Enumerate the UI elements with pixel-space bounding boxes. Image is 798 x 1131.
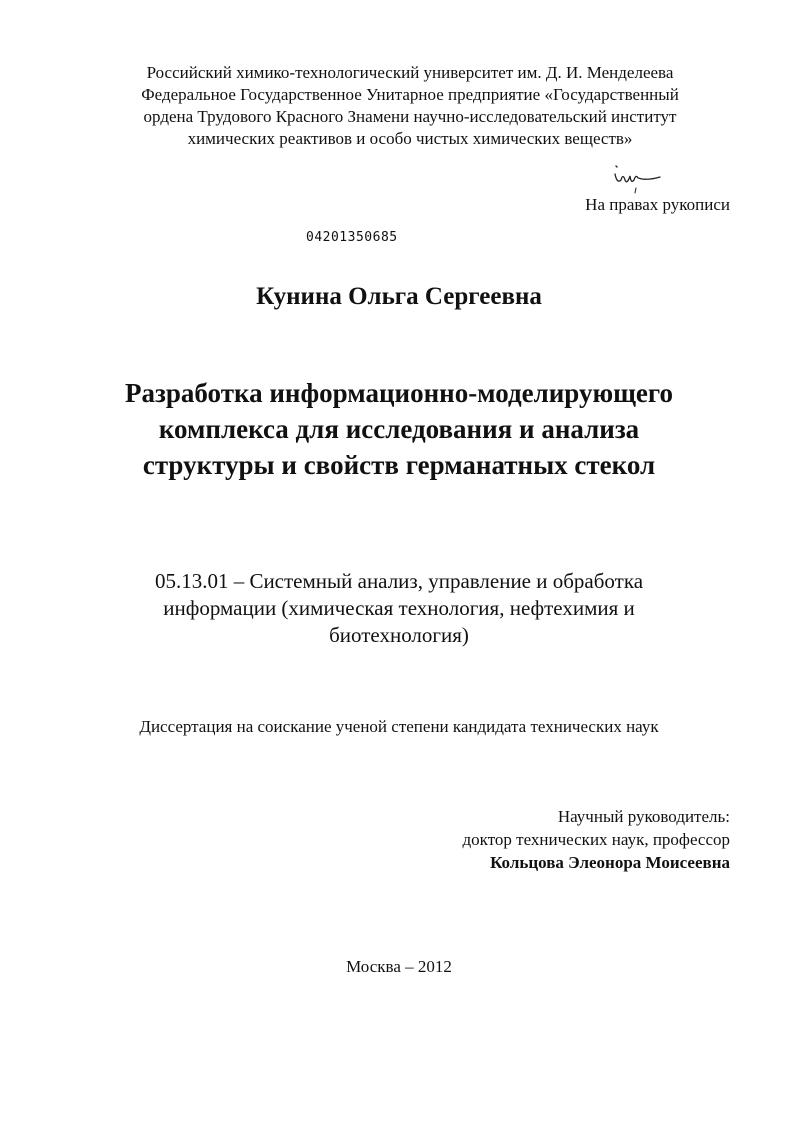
title-line: структуры и свойств германатных стекол xyxy=(142,450,656,480)
specialty-line: 05.13.01 – Системный анализ, управление и обработка xyxy=(154,569,644,593)
institution-line: ордена Трудового Красного Знамени научно-исследовательский институт xyxy=(143,107,677,126)
manuscript-rights-note: На правах рукописи xyxy=(585,195,730,214)
supervisor-name: Кольцова Элеонора Моисеевна xyxy=(490,853,730,872)
handwritten-signature xyxy=(612,160,672,194)
author-name: Кунина Ольга Сергеевна xyxy=(256,283,542,310)
institution-header xyxy=(80,62,740,150)
title-line: Разработка информационно-моделирующего xyxy=(125,378,673,408)
catalog-code: 04201350685 xyxy=(306,230,398,245)
institution-line: Российский химико-технологический университет им. Д. И. Менделеева xyxy=(146,63,674,82)
dissertation-title xyxy=(40,375,758,483)
city-year: Москва – 2012 xyxy=(346,957,452,976)
degree-statement: Диссертация на соискание ученой степени кандидата технических наук xyxy=(139,717,659,736)
institution-line: Федеральное Государственное Унитарное предприятие «Государственный xyxy=(141,85,679,104)
supervisor-block xyxy=(463,805,730,874)
supervisor-role: Научный руководитель: xyxy=(557,807,730,826)
specialty-line: биотехнология) xyxy=(329,623,469,647)
title-line: комплекса для исследования и анализа xyxy=(158,414,640,444)
institution-line: химических реактивов и особо чистых химических веществ» xyxy=(187,129,633,148)
specialty-line: информации (химическая технология, нефтехимия и xyxy=(163,596,635,620)
supervisor-rank: доктор технических наук, профессор xyxy=(462,830,730,849)
specialty-block xyxy=(40,568,758,649)
